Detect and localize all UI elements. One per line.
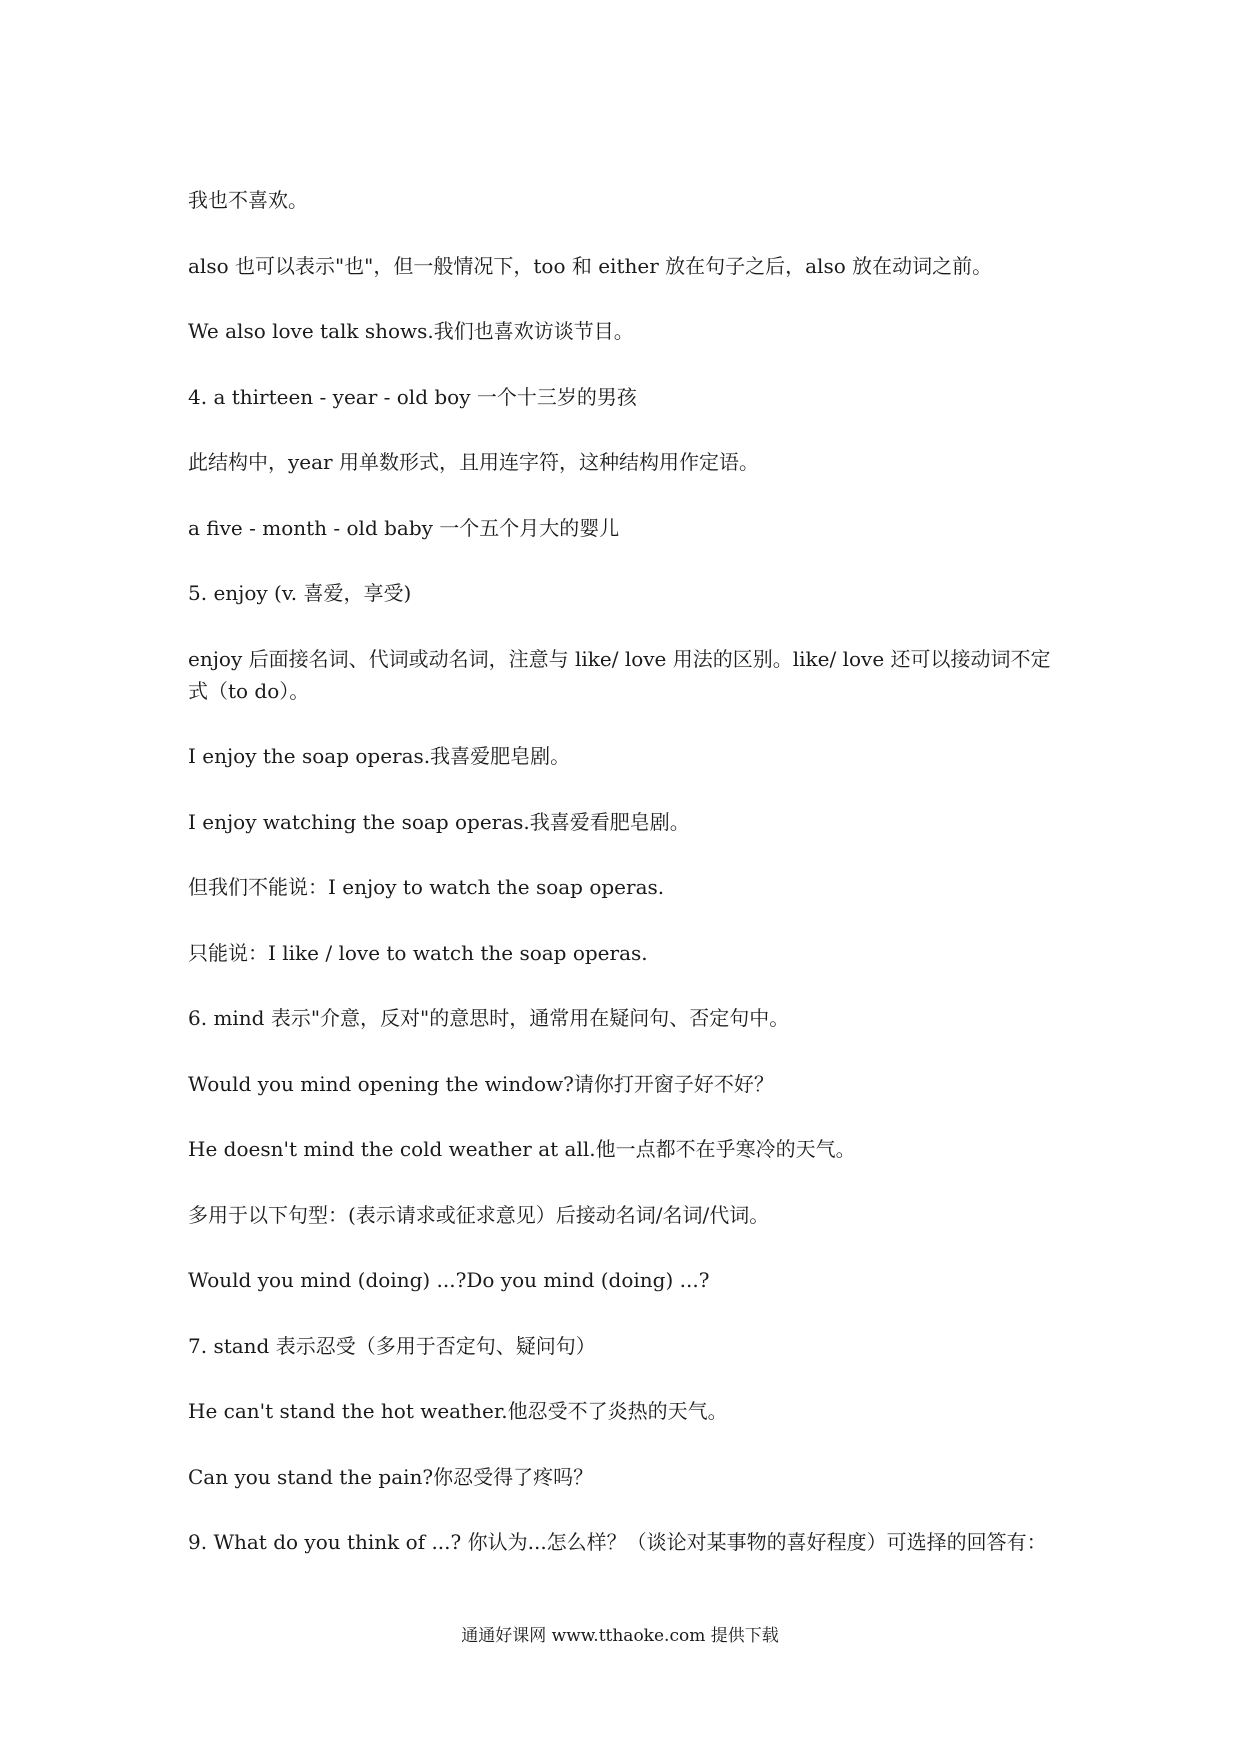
- text-line: 多用于以下句型：(表示请求或征求意见）后接动名词/名词/代词。: [188, 1203, 770, 1227]
- text-line: 我也不喜欢。: [188, 188, 308, 212]
- text-line: also 也可以表示"也"，但一般情况下，too 和 either 放在句子之后，also 放在动词之前。: [188, 254, 993, 278]
- text-line: I enjoy the soap operas.我喜爱肥皂剧。: [188, 744, 571, 768]
- text-line: I enjoy watching the soap operas.我喜爱看肥皂剧。: [188, 810, 690, 834]
- text-line: He can't stand the hot weather.他忍受不了炎热的天气。: [188, 1399, 728, 1423]
- text-line: 5. enjoy (v. 喜爱，享受): [188, 581, 412, 605]
- text-line: 6. mind 表示"介意，反对"的意思时，通常用在疑问句、否定句中。: [188, 1006, 790, 1030]
- text-line: Can you stand the pain?你忍受得了疼吗？: [188, 1465, 594, 1489]
- page-footer: 通通好课网 www.tthaoke.com 提供下载: [461, 1626, 779, 1646]
- text-line: 只能说：I like / love to watch the soap operas.: [188, 941, 648, 965]
- text-paragraph: enjoy 后面接名词、代词或动名词，注意与 like/ love 用法的区别。like/ love 还可以接动词不定式（to do）。: [188, 647, 1051, 703]
- text-line: 此结构中，year 用单数形式，且用连字符，这种结构用作定语。: [188, 450, 759, 474]
- text-line: He doesn't mind the cold weather at all.他一点都不在乎寒冷的天气。: [188, 1137, 856, 1161]
- text-line: 4. a thirteen - year - old boy 一个十三岁的男孩: [188, 385, 637, 409]
- text-line: 但我们不能说：I enjoy to watch the soap operas.: [188, 875, 665, 899]
- text-line: Would you mind opening the window?请你打开窗子好不好？: [188, 1072, 774, 1096]
- text-line: Would you mind (doing) ...?Do you mind (doing) ...?: [188, 1268, 710, 1292]
- text-line: 9. What do you think of ...? 你认为...怎么样？（谈论对某事物的喜好程度）可选择的回答有：: [188, 1530, 1047, 1554]
- text-line: We also love talk shows.我们也喜欢访谈节目。: [188, 319, 634, 343]
- text-line: 7. stand 表示忍受（多用于否定句、疑问句）: [188, 1334, 596, 1358]
- text-line: a five - month - old baby 一个五个月大的婴儿: [188, 516, 620, 540]
